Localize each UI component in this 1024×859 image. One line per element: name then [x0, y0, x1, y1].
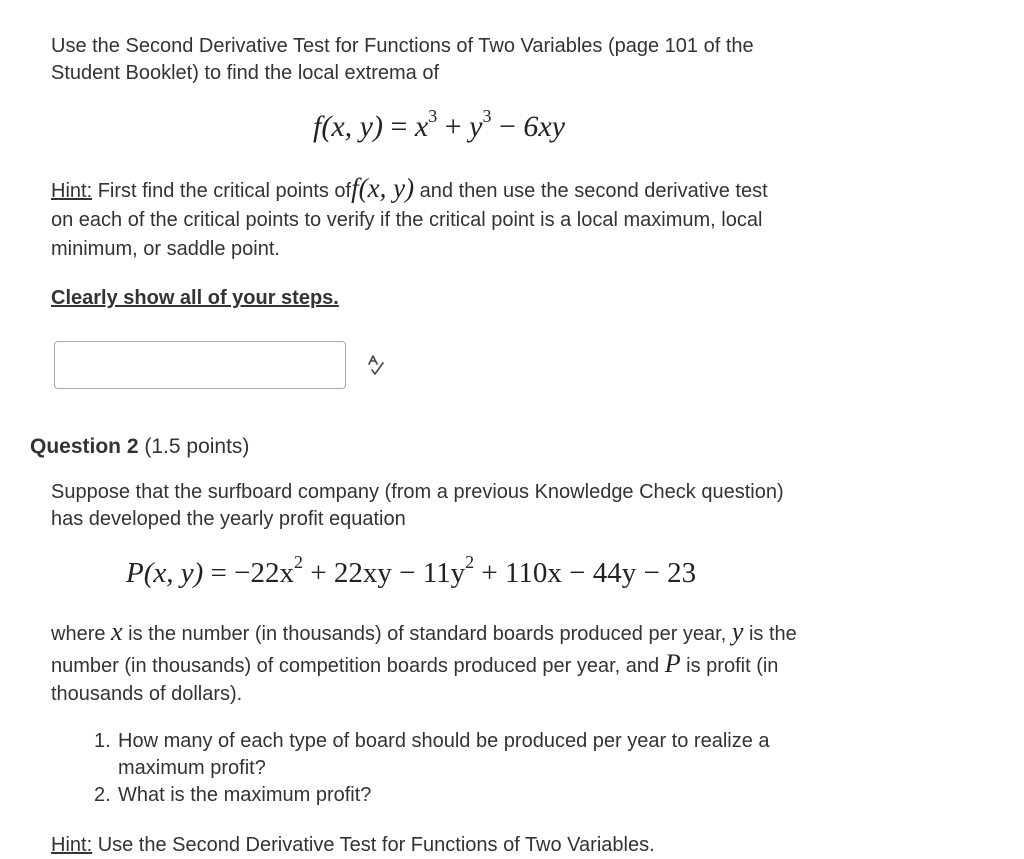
q2-var-p: P — [664, 649, 681, 678]
q2-intro — [51, 479, 951, 533]
q2-var-x: x — [111, 617, 123, 646]
q1-hint — [51, 174, 971, 264]
q1-equation — [313, 106, 566, 144]
q2-question-list — [94, 728, 954, 809]
list-item-number: 1. — [94, 730, 111, 752]
list-item-line1: How many of each type of board should be produced per year to realize a — [118, 730, 770, 752]
q2-eq-lhs: P(x, y) — [126, 557, 204, 589]
q2-heading — [30, 435, 249, 459]
q1-eq-plus: + — [444, 110, 462, 143]
q2-equation — [126, 552, 697, 590]
q1-hint-line3: minimum, or saddle point. — [51, 238, 280, 260]
q2-title: Question 2 — [30, 435, 139, 458]
q1-intro — [51, 33, 951, 87]
q1-eq-minus: − — [498, 110, 516, 143]
q1-eq-t2-exp: 3 — [482, 106, 492, 126]
q1-hint-function: f(x, y) — [351, 173, 415, 203]
q2-hint-text: Use the Second Derivative Test for Functions of Two Variables. — [97, 834, 655, 856]
q2-intro-line1: Suppose that the surfboard company (from a previous Knowledge Check question) — [51, 481, 784, 503]
q1-answer-input[interactable] — [54, 341, 346, 389]
q1-show-steps: Clearly show all of your steps. — [51, 287, 339, 309]
q1-eq-equals: = — [390, 110, 408, 143]
q2-var-y: y — [731, 617, 744, 646]
q2-where-a: where — [51, 623, 106, 645]
q2-hint — [51, 831, 655, 859]
q2-where-c: is the — [748, 623, 797, 645]
q2-where-line2-b: is profit (in — [686, 655, 779, 677]
list-item — [94, 728, 954, 782]
q2-eq-t1: −22x — [234, 557, 294, 589]
q1-intro-line2: Student Booklet) to find the local extrema of — [51, 62, 439, 84]
q2-eq-equals: = — [210, 557, 227, 589]
q1-eq-t3: 6xy — [523, 110, 566, 143]
q2-intro-line2: has developed the yearly profit equation — [51, 508, 406, 530]
q2-eq-t1-exp: 2 — [294, 552, 303, 572]
q1-intro-line1: Use the Second Derivative Test for Functions of Two Variables (page 101 of the — [51, 35, 754, 57]
q2-eq-t2: + 22xy − 11y — [310, 557, 466, 589]
q1-hint-text-b: and then use the second derivative test — [419, 180, 768, 202]
q2-eq-t3: + 110x − 44y − 23 — [481, 557, 697, 589]
list-item-number: 2. — [94, 784, 111, 806]
q2-where-b: is the number (in thousands) of standard boards produced per year, — [128, 623, 727, 645]
q2-where-line3: thousands of dollars). — [51, 683, 243, 705]
q1-eq-t1: x — [414, 110, 429, 143]
q1-eq-t1-exp: 3 — [428, 106, 438, 126]
q2-where-line2-a: number (in thousands) of competition boards produced per year, and — [51, 655, 660, 677]
q1-hint-text-a: First find the critical points of — [97, 180, 352, 202]
spellcheck-icon[interactable] — [366, 354, 386, 376]
list-item-line2: maximum profit? — [118, 757, 266, 779]
q2-eq-t2-exp: 2 — [465, 552, 475, 572]
list-item — [94, 782, 954, 809]
q1-hint-label: Hint: — [51, 180, 93, 202]
q2-points: (1.5 points) — [144, 435, 250, 458]
q1-hint-line2: on each of the critical points to verify if the critical point is a local maximum, local — [51, 209, 763, 231]
list-item-line1: What is the maximum profit? — [118, 784, 372, 806]
q2-variables — [51, 617, 981, 707]
q1-eq-t2: y — [469, 110, 483, 143]
q2-hint-label: Hint: — [51, 834, 93, 856]
q1-eq-lhs: f(x, y) — [313, 110, 383, 143]
